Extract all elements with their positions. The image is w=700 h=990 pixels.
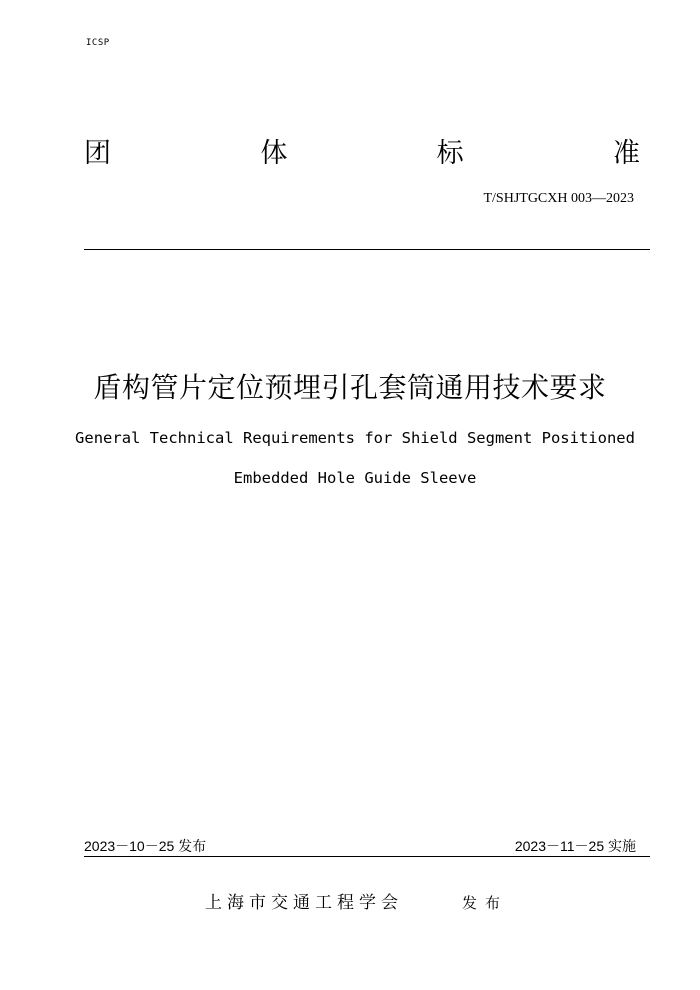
standard-type-char: 团 xyxy=(84,138,111,169)
issue-date: 2023－10－25 发布 xyxy=(84,838,207,854)
publisher-name: 上海市交通工程学会 xyxy=(205,893,403,913)
implementation-date: 2023－11－25 实施 xyxy=(514,838,636,854)
title-chinese: 盾构管片定位预埋引孔套筒通用技术要求 xyxy=(93,371,607,404)
dates-row xyxy=(84,836,650,856)
header-divider xyxy=(84,249,650,250)
standard-number: T/SHJTGCXH 003—2023 xyxy=(483,191,634,206)
standard-type-char: 标 xyxy=(436,138,464,169)
standard-type-char: 准 xyxy=(612,138,640,169)
ics-code: ICSP xyxy=(86,38,110,48)
standard-type-char: 体 xyxy=(260,138,288,169)
standard-type-heading xyxy=(84,136,640,172)
footer-divider xyxy=(84,856,650,857)
title-english: General Technical Requirements for Shield Segment Positioned Embedded Hole Guide Sleeve xyxy=(75,429,635,487)
publish-label: 发布 xyxy=(462,894,509,912)
